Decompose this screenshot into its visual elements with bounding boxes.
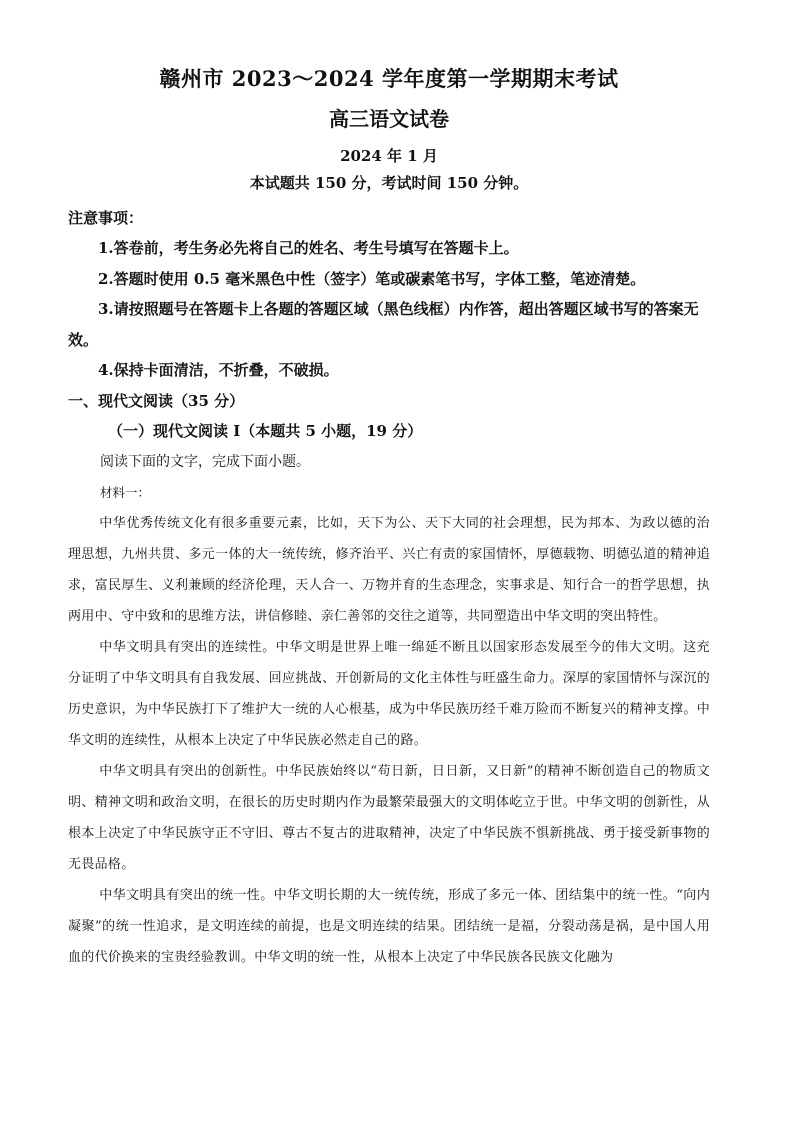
- notice-title: 注意事项：: [68, 209, 144, 227]
- notice-item: 4.保持卡面清洁，不折叠，不破损。: [98, 361, 339, 379]
- paragraph: 中华文明具有突出的创新性。中华民族始终以“苟日新，日日新，又日新”的精神不断创造自己的物质文明、精神文明和政治文明，在很长的历史时期内作为最繁荣最强大的文明体屹立于世。中华文明的创新性，从根本上决定了中华民族守正不守旧、尊古不复古的进取精神，决定了中华民族不惧新挑战、勇于接受新事物的无畏品格。: [68, 763, 710, 872]
- section-heading: 一、现代文阅读（35 分）: [68, 391, 245, 410]
- paragraph: 中华文明具有突出的统一性。中华文明长期的大一统传统，形成了多元一体、团结集中的统一性。“向内凝聚”的统一性追求，是文明连续的前提，也是文明连续的结果。团结统一是福，分裂动荡是祸，是中国人用血的代价换来的宝贵经验教训。中华文明的统一性，从根本上决定了中华民族各民族文化融为: [68, 887, 710, 965]
- reading-instruction: 阅读下面的文字，完成下面小题。: [100, 453, 310, 470]
- exam-title: 赣州市 2023～2024 学年度第一学期期末考试: [159, 66, 619, 91]
- material-label: 材料一：: [100, 484, 151, 500]
- exam-date: 2024 年 1 月: [340, 147, 438, 165]
- exam-subtitle: 高三语文试卷: [329, 107, 449, 131]
- notice-item: 3.请按照题号在答题卡上各题的答题区域（黑色线框）内作答，超出答题区域书写的答案无效。: [68, 300, 699, 349]
- exam-info: 本试题共 150 分，考试时间 150 分钟。: [249, 174, 529, 192]
- paragraph: 中华优秀传统文化有很多重要元素，比如，天下为公、天下大同的社会理想，民为邦本、为政以德的治理思想，九州共贯、多元一体的大一统传统，修齐治平、兴亡有责的家国情怀，厚德载物、明德弘道的精神追求，富民厚生、义利兼顾的经济伦理，天人合一、万物并育的生态理念，实事求是、知行合一的哲学思想，执两用中、守中致和的思维方法，讲信修睦、亲仁善邻的交往之道等，共同塑造出中华文明的突出特性。: [68, 515, 710, 624]
- paragraph: 中华文明具有突出的连续性。中华文明是世界上唯一绵延不断且以国家形态发展至今的伟大文明。这充分证明了中华文明具有自我发展、回应挑战、开创新局的文化主体性与旺盛生命力。深厚的家国情怀与深沉的历史意识，为中华民族打下了维护大一统的人心根基，成为中华民族历经千难万险而不断复兴的精神支撑。中华文明的连续性，从根本上决定了中华民族必然走自己的路。: [68, 639, 710, 748]
- notice-item: 1.答卷前，考生务必先将自己的姓名、考生号填写在答题卡上。: [98, 239, 519, 257]
- subsection-heading: （一）现代文阅读 I（本题共 5 小题，19 分）: [108, 421, 423, 440]
- notice-item: 2.答题时使用 0.5 毫米黑色中性（签字）笔或碳素笔书写，字体工整，笔迹清楚。: [98, 269, 646, 288]
